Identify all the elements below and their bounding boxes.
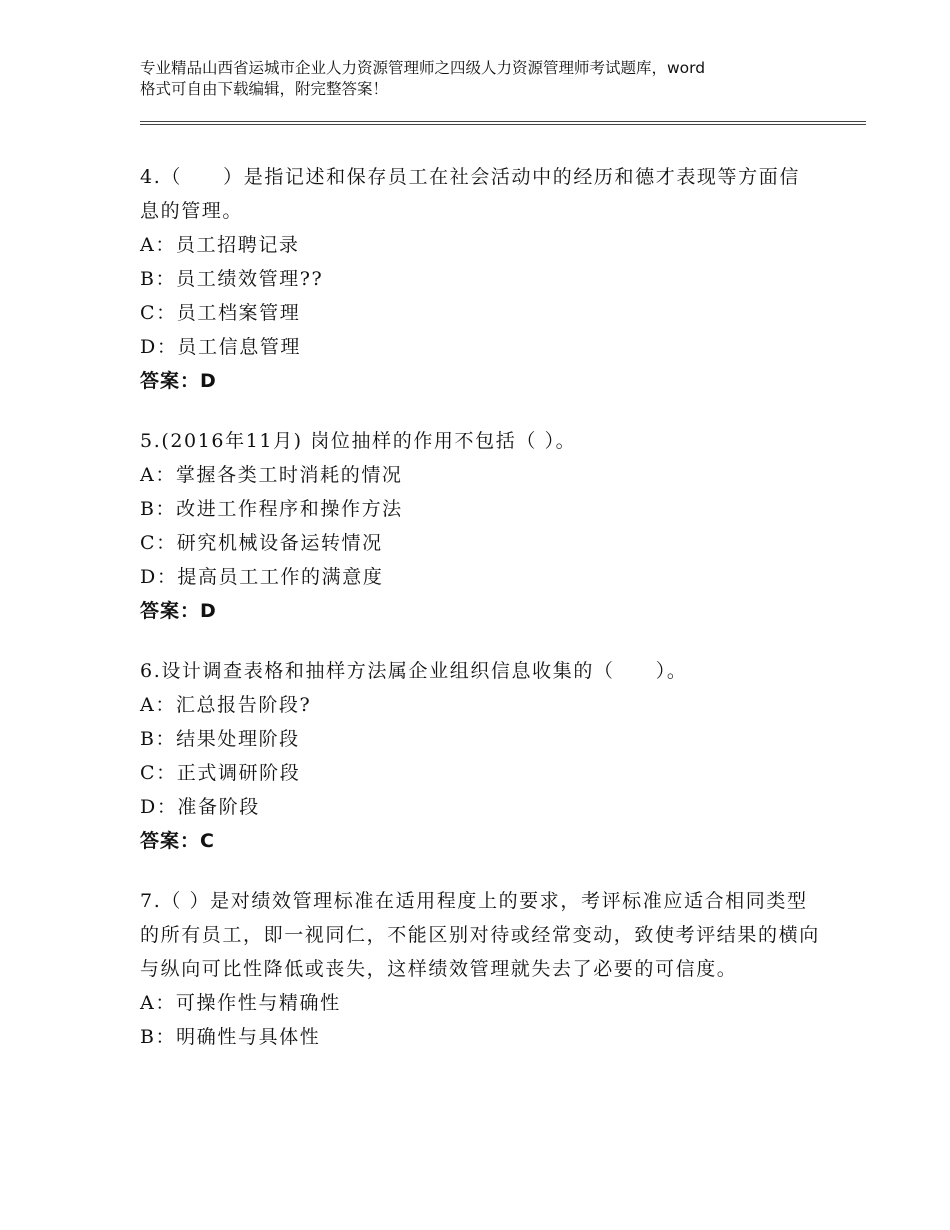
header-line-1: 专业精品山西省运城市企业人力资源管理师之四级人力资源管理师考试题库，word <box>140 59 706 77</box>
option-b: B：员工绩效管理?? <box>140 268 324 290</box>
question-7 <box>140 884 820 1054</box>
question-5 <box>140 424 820 628</box>
question-text: 5.(2016年11月) 岗位抽样的作用不包括（ ）。 <box>140 430 577 452</box>
option-a: A：员工招聘记录 <box>140 234 300 256</box>
option-c: C：正式调研阶段 <box>140 762 301 784</box>
option-a: A：可操作性与精确性 <box>140 992 341 1014</box>
header-line-2: 格式可自由下载编辑，附完整答案！ <box>140 80 389 98</box>
option-a: A：掌握各类工时消耗的情况 <box>140 464 403 486</box>
option-c: C：研究机械设备运转情况 <box>140 532 383 554</box>
question-text: 7.（ ）是对绩效管理标准在适用程度上的要求，考评标准应适合相同类型的所有员工，即一视同仁，不能区别对待或经常变动，致使考评结果的横向与纵向可比性降低或丧失，这样绩效管理就失去了必要的可信度。 <box>140 890 820 980</box>
header-rule-bottom <box>140 124 866 125</box>
option-a: A：汇总报告阶段? <box>140 694 312 716</box>
question-4 <box>140 160 820 398</box>
question-text: 6.设计调查表格和抽样方法属企业组织信息收集的（ ）。 <box>140 660 688 682</box>
option-d: D：员工信息管理 <box>140 336 302 358</box>
answer-label: 答案：C <box>140 830 215 852</box>
answer-label: 答案：D <box>140 600 217 622</box>
question-text: 4.（ ）是指记述和保存员工在社会活动中的经历和德才表现等方面信息的管理。 <box>140 166 800 222</box>
option-b: B：改进工作程序和操作方法 <box>140 498 403 520</box>
option-d: D：提高员工工作的满意度 <box>140 566 384 588</box>
question-6 <box>140 654 820 858</box>
option-b: B：明确性与具体性 <box>140 1026 321 1048</box>
option-d: D：准备阶段 <box>140 796 260 818</box>
question-list <box>140 160 820 1080</box>
answer-label: 答案：D <box>140 370 217 392</box>
option-c: C：员工档案管理 <box>140 302 301 324</box>
option-b: B：结果处理阶段 <box>140 728 300 750</box>
document-header <box>140 58 840 100</box>
header-rule-top <box>140 121 866 122</box>
